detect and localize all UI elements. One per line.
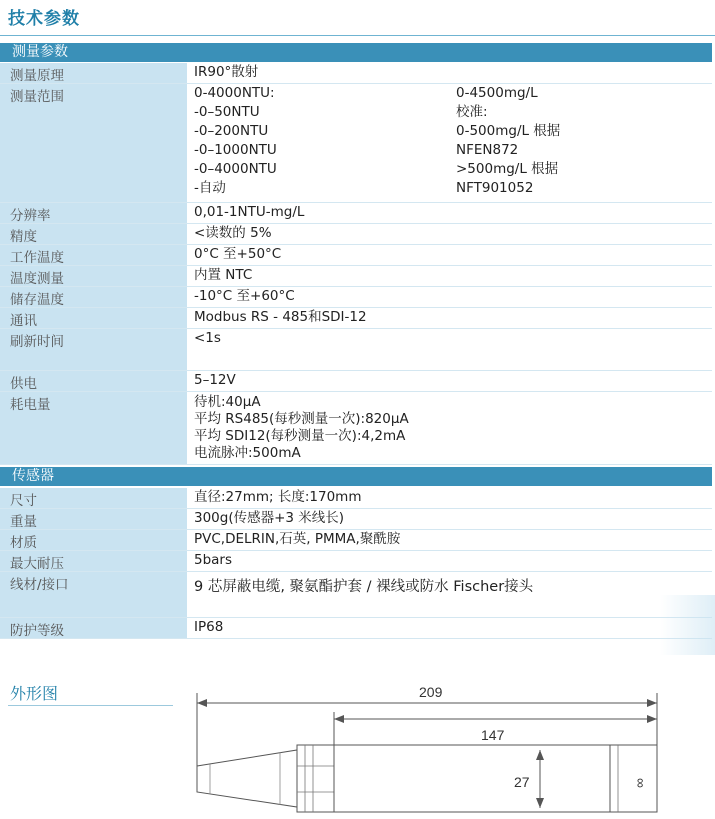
spec-value: 直径:27mm; 长度:170mm <box>194 489 362 505</box>
spec-value: IR90°散射 <box>194 64 259 80</box>
spec-value: 5–12V <box>194 372 236 388</box>
spec-label: 分辨率 <box>0 203 188 223</box>
section-header-measurement: 测量参数 <box>0 43 712 62</box>
section-header-sensor: 传感器 <box>0 467 712 486</box>
diagram-title: 外形图 <box>10 684 59 703</box>
spec-value: 5bars <box>194 552 233 568</box>
spec-value: 0°C 至+50°C <box>194 246 282 262</box>
dimension-diameter-label: 27 <box>514 774 530 790</box>
spec-value: IP68 <box>194 619 224 635</box>
spec-value: 内置 NTC <box>194 267 253 283</box>
spec-label: 温度测量 <box>0 266 188 286</box>
spec-label: 工作温度 <box>0 245 188 265</box>
spec-label: 防护等级 <box>0 618 188 638</box>
spec-value: PVC,DELRIN,石英, PMMA,聚酰胺 <box>194 531 401 547</box>
spec-label: 尺寸 <box>0 488 188 508</box>
spec-label: 测量原理 <box>0 63 188 83</box>
spec-value: <读数的 5% <box>194 225 272 241</box>
spec-value: <1s <box>194 330 221 346</box>
end-cap-mark: ∞ <box>633 778 649 788</box>
spec-label: 材质 <box>0 530 188 550</box>
spec-label: 耗电量 <box>0 392 188 464</box>
spec-label: 最大耐压 <box>0 551 188 571</box>
spec-label: 重量 <box>0 509 188 529</box>
spec-value-secondary: 0-4500mg/L 校准: 0-500mg/L 根据 NFEN872 >500mg/L 根据 NFT901052 <box>456 85 561 196</box>
spec-label: 储存温度 <box>0 287 188 307</box>
page-title: 技术参数 <box>8 9 80 29</box>
dimension-body-label: 147 <box>481 727 505 743</box>
spec-label: 测量范围 <box>0 84 188 202</box>
spec-label: 线材/接口 <box>0 572 188 617</box>
spec-label: 通讯 <box>0 308 188 328</box>
spec-value: 0,01-1NTU-mg/L <box>194 204 305 220</box>
dimension-total-label: 209 <box>419 684 443 700</box>
spec-value: 待机:40µA 平均 RS485(每秒测量一次):820µA 平均 SDI12(每秒测量一次):4,2mA 电流脉冲:500mA <box>194 394 409 461</box>
spec-value: 9 芯屏蔽电缆, 聚氨酯护套 / 裸线或防水 Fischer接头 <box>194 579 534 595</box>
spec-label: 精度 <box>0 224 188 244</box>
spec-value: 300g(传感器+3 米线长) <box>194 510 345 526</box>
spec-value: -10°C 至+60°C <box>194 288 295 304</box>
spec-label: 刷新时间 <box>0 329 188 370</box>
spec-label: 供电 <box>0 371 188 391</box>
spec-value: 0-4000NTU: -0–50NTU -0–200NTU -0–1000NTU -0–4000NTU -自动 <box>194 85 277 196</box>
spec-value: Modbus RS - 485和SDI-12 <box>194 309 367 325</box>
